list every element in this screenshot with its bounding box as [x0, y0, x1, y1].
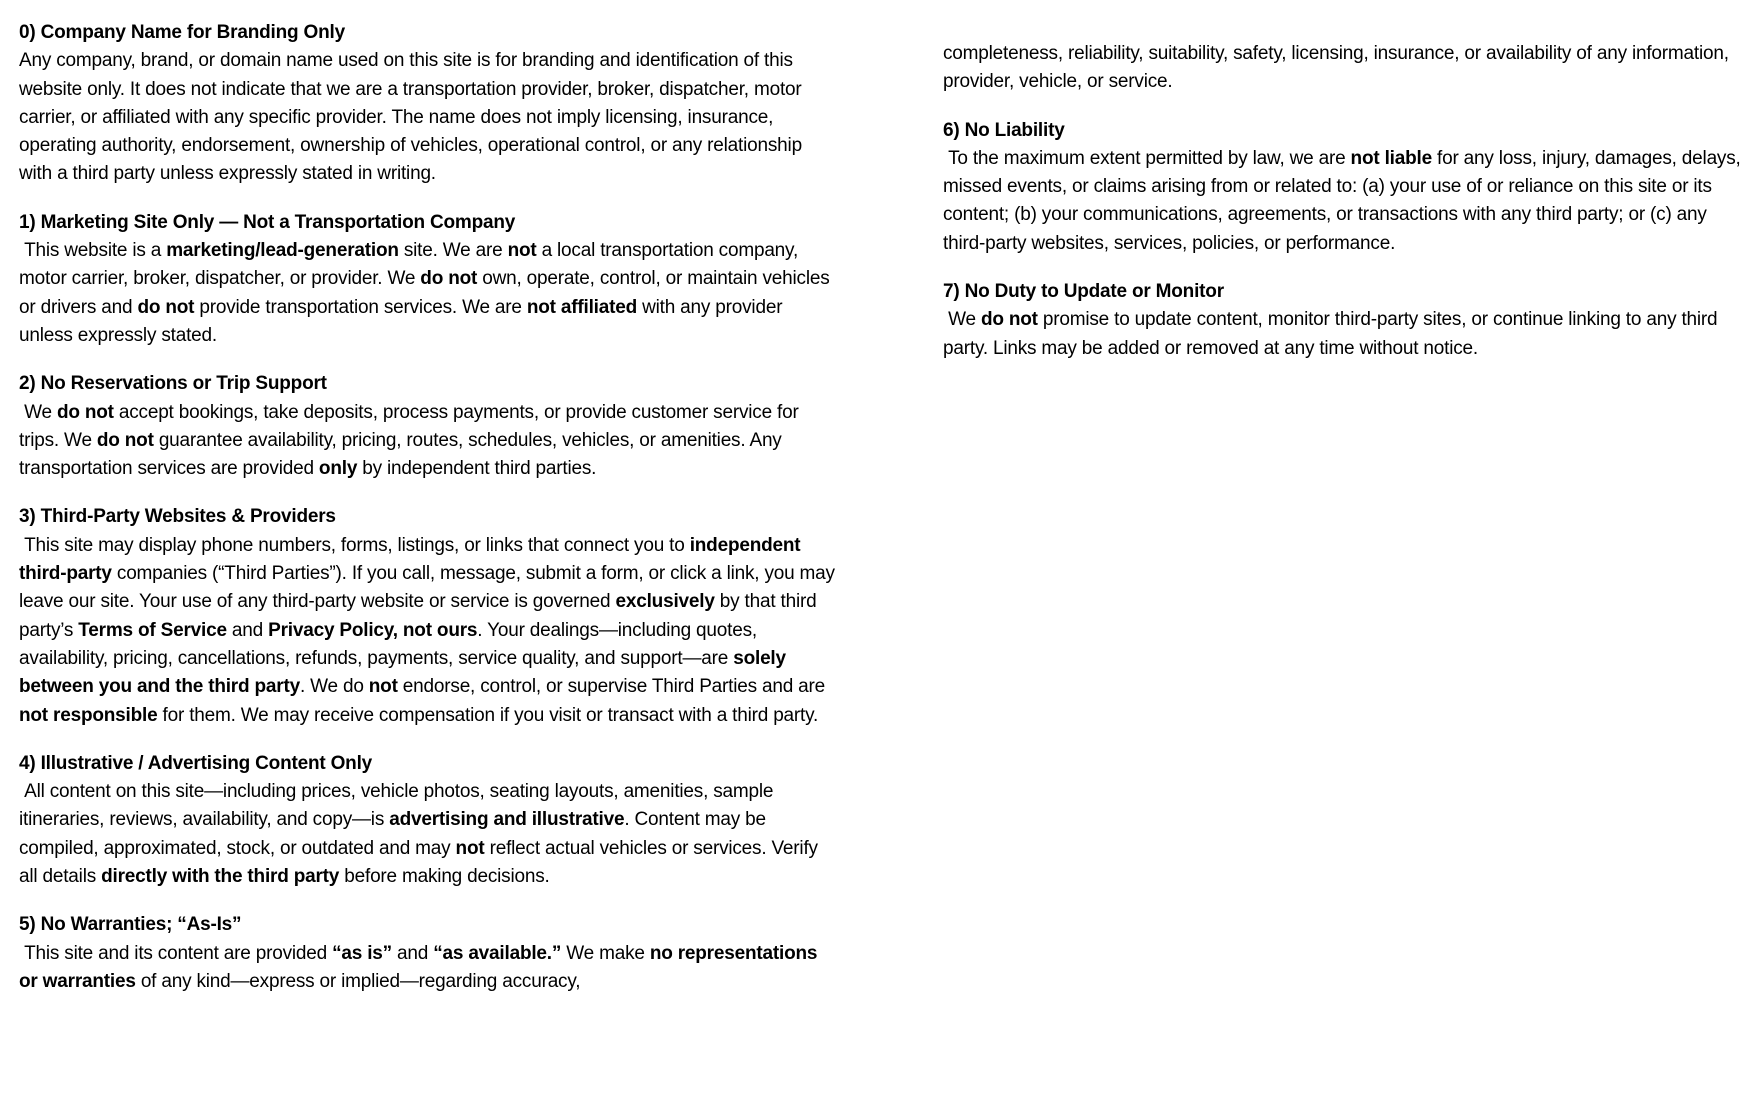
text-run: reflect actual vehicles or services. Verify all details: [19, 837, 823, 888]
section-heading: [19, 19, 837, 47]
bold-text-run: 6) No Liability: [943, 119, 1065, 141]
text-run: own, operate, control, or maintain vehicles or drivers and: [19, 268, 835, 318]
section-heading: [943, 117, 1743, 145]
paragraph: [19, 47, 837, 188]
bold-text-run: “as is”: [332, 942, 392, 964]
text-run: completeness, reliability, suitability, safety, licensing, insurance, or availability of any information, provider, vehicle, or service.: [943, 43, 1734, 93]
document-column-left: [19, 19, 840, 996]
bold-text-run: not affiliated: [526, 296, 638, 318]
text-run: and: [226, 619, 269, 641]
text-run: by that third party’s: [19, 591, 822, 641]
bold-text-run: no representations or warranties: [19, 942, 823, 992]
bold-text-run: “as available.”: [433, 942, 562, 964]
paragraph: [19, 237, 837, 350]
text-run: provide transportation services. We are: [194, 296, 527, 318]
text-run: We: [19, 401, 57, 423]
bold-text-run: 0) Company Name for Branding Only: [19, 22, 345, 43]
bold-text-run: not liable: [1350, 147, 1432, 169]
text-run: Any company, brand, or domain name used on this site is for branding and identification of this website only. It does not indicate that we are a transportation provider, broker, dispatcher, motor carrier, or affiliated with any specific provider. The name does not imply licensing, insurance, operating authority, endorsement, ownership of vehicles, operational control, or any relationship with a third party unless expressly stated in writing.: [19, 50, 808, 185]
text-run: companies (“Third Parties”). If you call, message, submit a form, or click a link, you may leave our site. Your use of any third-party website or service is governed: [19, 563, 840, 613]
text-run: To the maximum extent permitted by law, we are: [943, 147, 1351, 169]
bold-text-run: only: [318, 458, 358, 480]
section-heading: [943, 278, 1743, 306]
bold-text-run: Privacy Policy, not ours: [268, 619, 478, 641]
bold-text-run: 2) No Reservations or Trip Support: [19, 373, 327, 395]
bold-text-run: 1) Marketing Site Only — Not a Transportation Company: [19, 211, 516, 233]
text-run: guarantee availability, pricing, routes, schedules, vehicles, or amenities. Any transportation services are provided: [19, 429, 787, 480]
text-run: This website is a: [19, 240, 167, 262]
bold-text-run: do not: [137, 296, 195, 318]
text-run: We: [943, 309, 981, 331]
paragraph: [19, 940, 837, 997]
text-run: . Your dealings—including quotes, availability, pricing, cancellations, refunds, payments, service quality, and support—are: [19, 619, 763, 669]
paragraph: [943, 145, 1746, 258]
bold-text-run: do not: [420, 268, 478, 290]
bold-text-run: marketing/lead-generation: [166, 240, 399, 262]
bold-text-run: advertising and illustrative: [389, 809, 625, 831]
paragraph: [19, 532, 840, 730]
paragraph: [19, 399, 837, 484]
bold-text-run: do not: [56, 401, 114, 423]
text-run: . We do: [299, 676, 369, 698]
bold-text-run: 4) Illustrative / Advertising Content Only: [19, 752, 373, 774]
bold-text-run: not: [507, 240, 537, 262]
section-heading: [19, 503, 837, 531]
text-run: promise to update content, monitor third-party sites, or continue linking to any third party. Links may be added or removed at any time without notice.: [943, 309, 1723, 359]
section-heading: [19, 370, 837, 398]
text-run: accept bookings, take deposits, process payments, or provide customer service for trips. We: [19, 401, 804, 451]
bold-text-run: Terms of Service: [78, 619, 227, 641]
paragraph: [943, 306, 1743, 363]
text-run: for them. We may receive compensation if you visit or transact with a third party.: [157, 704, 819, 726]
bold-text-run: not: [455, 837, 485, 859]
bold-text-run: 3) Third-Party Websites & Providers: [19, 506, 336, 528]
document-column-right: [943, 40, 1746, 363]
text-run: by independent third parties.: [357, 458, 597, 480]
bold-text-run: independent third-party: [19, 534, 806, 585]
text-run: before making decisions.: [339, 866, 550, 888]
bold-text-run: 7) No Duty to Update or Monitor: [943, 281, 1224, 303]
bold-text-run: not responsible: [19, 704, 158, 726]
text-run: and: [391, 942, 434, 964]
text-run: . Content may be compiled, approximated, stock, or outdated and may: [19, 809, 771, 859]
text-run: This site may display phone numbers, forms, listings, or links that connect you to: [19, 534, 690, 556]
text-run: with any provider unless expressly stated.: [19, 296, 788, 346]
text-run: a local transportation company, motor carrier, broker, dispatcher, or provider. We: [19, 240, 804, 290]
text-run: endorse, control, or supervise Third Parties and are: [397, 676, 831, 698]
bold-text-run: not: [368, 676, 398, 698]
section-heading: [19, 209, 837, 237]
section-heading: [19, 750, 837, 778]
text-run: All content on this site—including prices, vehicle photos, seating layouts, amenities, sample itineraries, reviews, availability, and copy—is: [19, 781, 779, 831]
bold-text-run: solely between you and the third party: [19, 647, 791, 698]
bold-text-run: 5) No Warranties; “As-Is”: [19, 914, 242, 936]
text-run: of any kind—express or implied—regarding accuracy,: [135, 970, 581, 992]
bold-text-run: do not: [96, 429, 154, 451]
bold-text-run: exclusively: [615, 591, 715, 613]
paragraph: [19, 778, 837, 891]
text-run: for any loss, injury, damages, delays, missed events, or claims arising from or related to: (a) your use of or reliance on this site or its content; (b) your communications, agreements, or transactions with any third party; or (c) any third-party websites, services, policies, or performance.: [943, 147, 1746, 254]
text-run: site. We are: [398, 240, 508, 262]
bold-text-run: directly with the third party: [101, 866, 340, 888]
bold-text-run: do not: [980, 309, 1038, 331]
text-run: We make: [561, 942, 650, 964]
text-run: This site and its content are provided: [19, 942, 333, 964]
paragraph: [943, 40, 1743, 97]
section-heading: [19, 911, 837, 939]
